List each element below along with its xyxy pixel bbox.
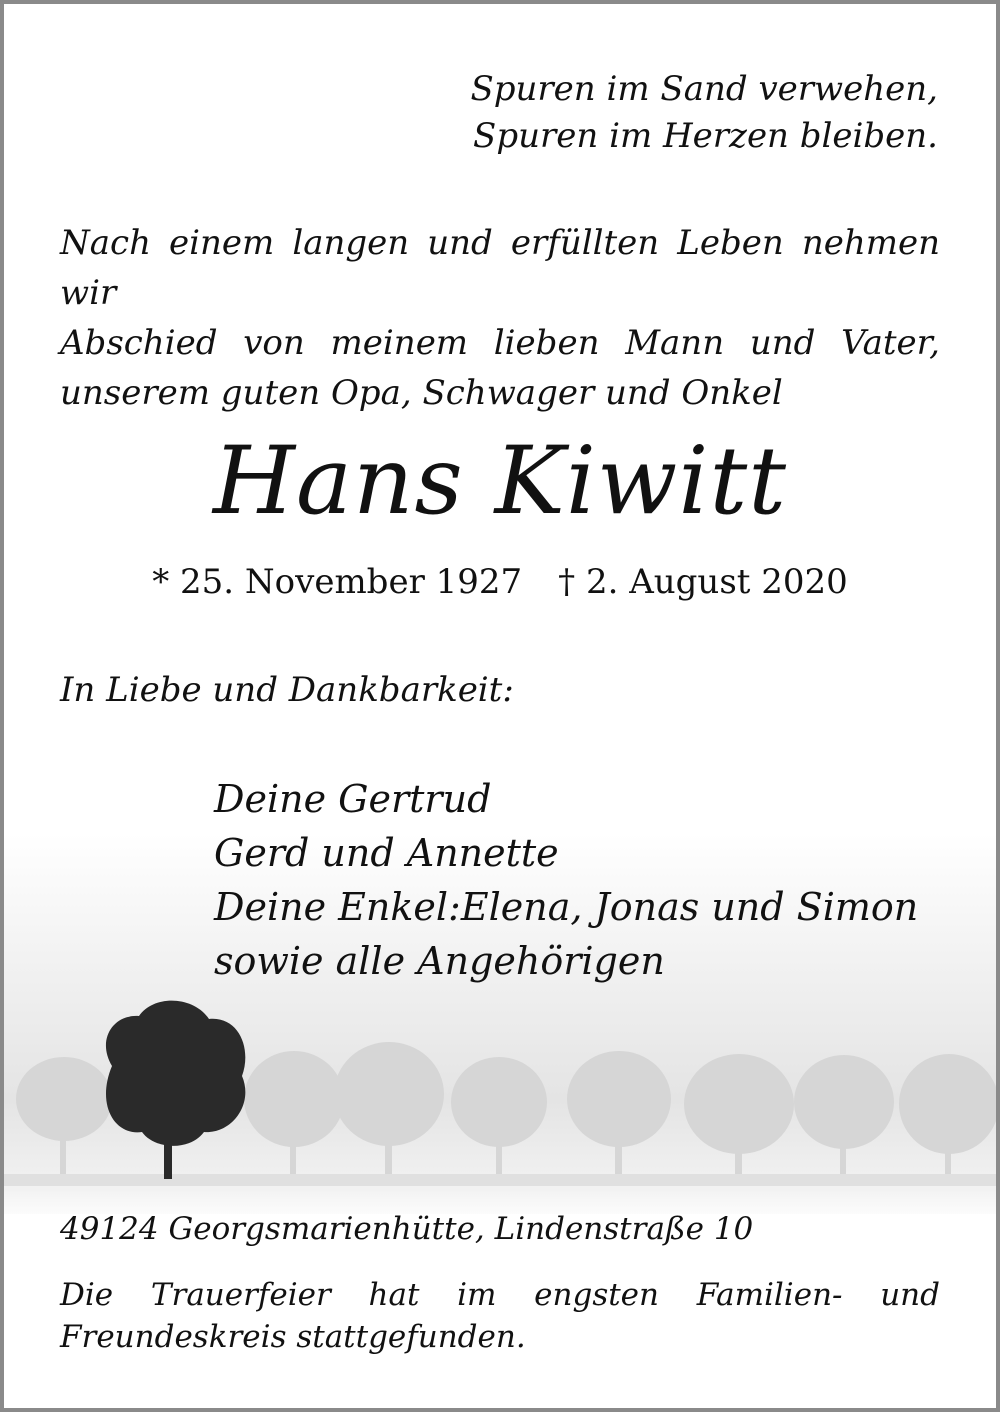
motto — [470, 66, 938, 160]
ceremony-line: Die Trauerfeier hat im engsten Familien- und — [60, 1277, 940, 1313]
motto-line: Spuren im Sand verwehen, — [470, 69, 938, 109]
life-dates — [4, 560, 996, 604]
deceased-name: Hans Kiwitt — [212, 427, 788, 536]
intro-line: Nach einem langen und erfüllten Leben nehmen wir — [60, 223, 940, 313]
address: 49124 Georgsmarienhütte, Lindenstraße 10 — [60, 1211, 754, 1247]
family-member: sowie alle Angehörigen — [214, 939, 665, 983]
intro-text — [60, 218, 940, 418]
ceremony-note — [60, 1274, 940, 1358]
intro-line: Abschied von meinem lieben Mann und Vater, — [60, 323, 940, 363]
family-list — [214, 772, 918, 988]
motto-line: Spuren im Herzen bleiben. — [473, 116, 938, 156]
family-member: Gerd und Annette — [214, 831, 559, 875]
thanks-line: In Liebe und Dankbarkeit: — [60, 670, 514, 710]
ceremony-line: Freundeskreis stattgefunden. — [60, 1319, 526, 1355]
family-member: Deine Enkel:Elena, Jonas und Simon — [214, 885, 919, 929]
intro-line: unserem guten Opa, Schwager und Onkel — [60, 373, 783, 413]
birth-date: * 25. November 1927 — [152, 562, 523, 602]
family-member: Deine Gertrud — [214, 777, 492, 821]
death-date: † 2. August 2020 — [558, 562, 848, 602]
